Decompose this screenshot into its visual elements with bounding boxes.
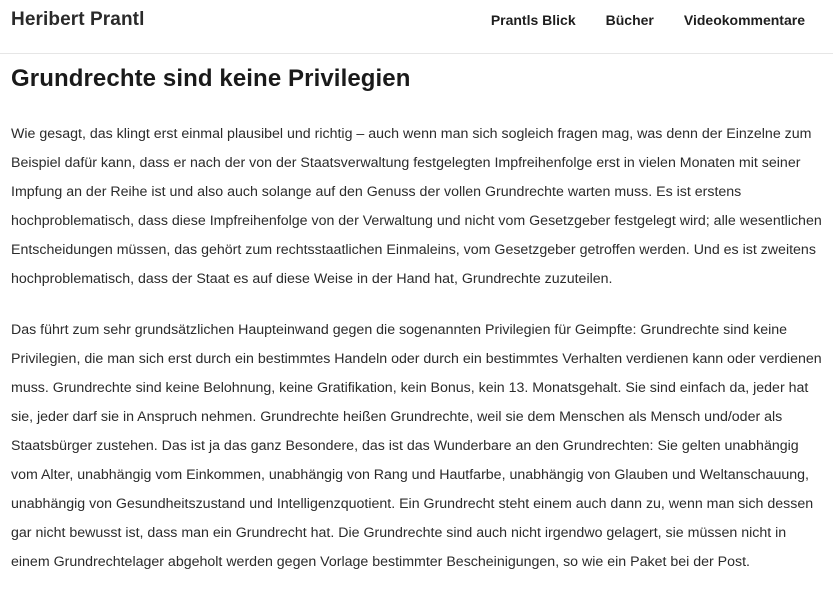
nav-item-prantls-blick[interactable]: Prantls Blick [490, 12, 576, 28]
main-nav [491, 12, 805, 28]
article-paragraph-2: Das führt zum sehr grundsätzlichen Haupteinwand gegen die sogenannten Privilegien für Geimpfte: Grundrechte sind keine Privilegien, die man sich erst durch ein bestimmtes Handeln oder durch ein bestimmtes Verhalten verdienen kann oder verdienen muss. Grundrechte sind keine Belohnung, keine Gratifikation, kein Bonus, kein 13. Monatsgehalt. Sie sind einfach da, jeder hat sie, jeder darf sie in Anspruch nehmen. Grundrechte heißen Grundrechte, weil sie dem Menschen als Mensch und/oder als Staatsbürger zustehen. Das ist ja das ganz Besondere, das ist das Wunderbare an den Grundrechten: Sie gelten unabhängig vom Alter, unabhängig vom Einkommen, unabhängig von Rang und Hautfarbe, unabhängig von Glauben und Weltanschauung, unabhängig von Gesundheitszustand und Intelligenzquotient. Ein Grundrecht steht einem auch dann zu, wenn man sich dessen gar nicht bewusst ist, dass man ein Grundrecht hat. Die Grundrechte sind auch nicht irgendwo gelagert, sie müssen nicht in einem Grundrechtelager abgeholt werden gegen Vorlage bestimmter Bescheinigungen, so wie ein Paket bei der Post. [11, 322, 822, 570]
site-header [0, 0, 833, 54]
article-paragraph-1: Wie gesagt, das klingt erst einmal plausibel und richtig – auch wenn man sich sogleich fragen mag, was denn der Einzelne zum Beispiel dafür kann, dass er nach der von der Staatsverwaltung festgelegten Impfreihenfolge erst in vielen Monaten mit seiner Impfung an der Reihe ist und also auch solange auf den Genuss der vollen Grundrechte warten muss. Es ist erstens hochproblematisch, dass diese Impfreihenfolge von der Verwaltung und nicht vom Gesetzgeber festgelegt wird; alle wesentlichen Entscheidungen müssen, das gehört zum rechtsstaatlichen Einmaleins, vom Gesetzgeber getroffen werden. Und es ist zweitens hochproblematisch, dass der Staat es auf diese Weise in der Hand hat, Grundrechte zuzuteilen. [11, 126, 822, 287]
article [11, 62, 823, 577]
nav-item-videokommentare[interactable]: Videokommentare [683, 12, 805, 28]
site-title-link[interactable]: Heribert Prantl [11, 9, 145, 30]
nav-item-buecher[interactable]: Bücher [605, 12, 654, 28]
article-title: Grundrechte sind keine Privilegien [11, 65, 411, 92]
